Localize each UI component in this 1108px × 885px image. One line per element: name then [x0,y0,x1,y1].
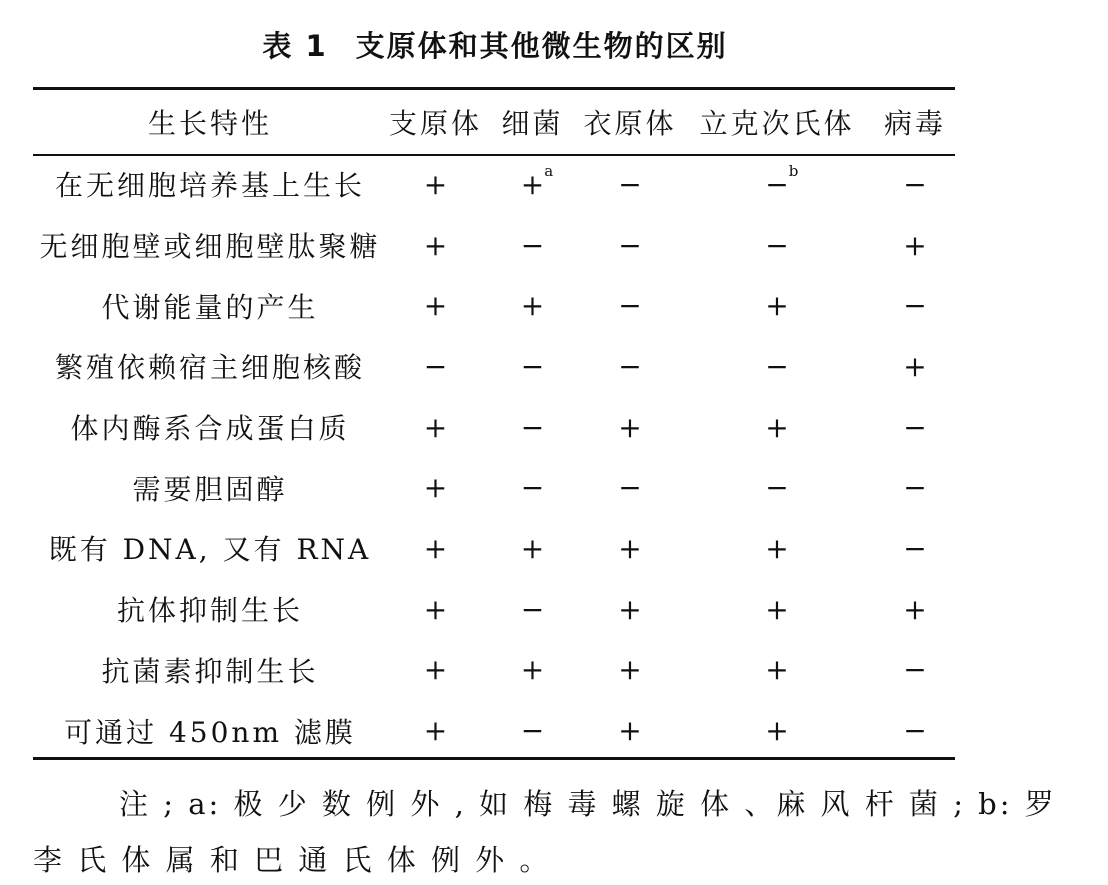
result-mark [903,471,926,504]
cell-virus [875,336,955,397]
result-value: − [618,349,642,383]
table-row [33,457,955,518]
cell-bacteria [484,275,581,336]
result-value: − [903,410,927,444]
row-feature-label: 抗体抑制生长 [116,594,303,628]
cell-bacteria [484,518,581,579]
result-mark [618,350,641,383]
cell-chlamydia [581,640,679,701]
result-value: − [520,471,545,505]
footnote-marker: b [788,161,799,180]
cell-rickettsia [679,579,875,640]
result-value: − [903,289,927,323]
cell-rickettsia [679,215,875,276]
table-row [33,518,955,579]
cell-mycoplasma [387,518,484,579]
cell-rickettsia [679,336,875,397]
column-header-rickettsia: 立克次氏体 [699,107,855,140]
cell-chlamydia [581,518,679,579]
result-mark [903,532,926,565]
result-mark [765,653,788,686]
result-value: − [765,349,789,383]
footnote-line-1: 注 ; a: 极 少 数 例 外 , 如 梅 毒 螺 旋 体 、麻 风 杆 菌 ; b: 罗 [119,787,1057,821]
row-feature-label: 繁殖依赖宿主细胞核酸 [54,351,365,385]
cell-bacteria [484,640,581,701]
cell-mycoplasma [387,336,484,397]
cell-rickettsia [679,640,875,701]
result-value: − [618,167,642,201]
result-value: + [903,228,927,262]
result-value: + [765,714,789,748]
cell-virus [875,397,955,458]
result-value: + [520,167,545,201]
result-mark [521,229,544,262]
result-value: − [903,471,927,505]
result-mark [903,411,926,444]
result-mark [424,714,447,747]
result-mark [521,532,544,565]
result-value: + [423,228,448,262]
result-mark [424,168,447,201]
result-mark [765,289,788,322]
cell-mycoplasma [387,640,484,701]
table-number: 表 1 [262,29,328,63]
result-mark [903,350,926,383]
result-value: − [520,592,545,626]
footnote-line-2: 李 氏 体 属 和 巴 通 氏 体 例 外 。 [33,843,552,877]
cell-chlamydia [581,579,679,640]
cell-bacteria [484,579,581,640]
cell-bacteria [484,215,581,276]
column-header-bacteria: 细菌 [501,107,564,140]
cell-bacteria [484,397,581,458]
table-row [33,275,955,336]
table-row [33,336,955,397]
result-value: + [520,653,545,687]
result-mark [521,593,544,626]
result-value: − [423,349,448,383]
result-value: + [618,592,642,626]
result-mark [903,714,926,747]
cell-virus [875,275,955,336]
result-value: − [765,228,789,262]
result-value: + [423,653,448,687]
result-value: + [903,592,927,626]
column-header-mycoplasma: 支原体 [388,107,482,140]
result-value: − [520,228,545,262]
row-feature-label: 可通过 450nm 滤膜 [64,715,356,749]
result-value: − [903,167,927,201]
table-body [33,154,955,761]
result-value: + [618,653,642,687]
result-mark [424,471,447,504]
result-value: + [765,410,789,444]
result-value: − [903,653,927,687]
result-value: + [618,531,642,565]
table-title: 支原体和其他微生物的区别 [355,29,728,63]
result-mark [618,471,641,504]
result-mark [424,289,447,322]
cell-bacteria [484,457,581,518]
result-value: + [423,167,448,201]
cell-chlamydia [581,336,679,397]
result-mark [618,593,641,626]
result-mark [521,714,544,747]
result-mark [903,229,926,262]
result-value: + [423,592,448,626]
row-feature-label: 既有 DNA, 又有 RNA [48,533,372,567]
result-mark [903,289,926,322]
row-feature-label: 在无细胞培养基上生长 [54,169,365,203]
cell-virus [875,579,955,640]
result-mark [424,532,447,565]
table-row [33,700,955,761]
result-value: − [520,410,545,444]
result-mark [765,161,799,201]
result-mark [424,411,447,444]
result-mark [521,653,544,686]
result-mark [765,350,788,383]
table-row [33,640,955,701]
cell-virus [875,700,955,761]
table-caption [0,24,990,65]
column-header-virus: 病毒 [883,107,946,140]
result-value: + [423,714,448,748]
footnote-marker: a [544,161,554,180]
result-mark [903,168,926,201]
table-row [33,215,955,276]
header-row [33,90,955,154]
cell-mycoplasma [387,700,484,761]
result-value: + [520,531,545,565]
cell-virus [875,457,955,518]
cell-virus [875,518,955,579]
result-mark [521,471,544,504]
row-feature-label: 需要胆固醇 [132,472,288,506]
result-mark [618,289,641,322]
result-value: − [903,714,927,748]
result-mark [765,532,788,565]
result-mark [618,229,641,262]
result-mark [618,532,641,565]
cell-mycoplasma [387,397,484,458]
column-header-chlamydia: 衣原体 [583,107,677,140]
result-value: − [520,349,545,383]
result-value: + [423,289,448,323]
cell-rickettsia [679,518,875,579]
result-mark [618,411,641,444]
result-value: − [765,167,789,201]
result-value: + [765,531,789,565]
result-mark [424,653,447,686]
result-mark [521,350,544,383]
cell-chlamydia [581,397,679,458]
result-value: + [618,714,642,748]
result-value: + [765,289,789,323]
cell-rickettsia [679,700,875,761]
column-header-feature: 生长特性 [147,107,272,140]
result-value: + [520,289,545,323]
cell-virus [875,215,955,276]
cell-virus [875,154,955,215]
result-mark [618,714,641,747]
result-value: − [903,531,927,565]
row-feature-label: 体内酶系合成蛋白质 [70,412,350,446]
result-mark [521,411,544,444]
result-value: + [765,592,789,626]
result-mark [618,168,641,201]
result-mark [521,289,544,322]
result-mark [765,714,788,747]
result-mark [903,653,926,686]
cell-rickettsia [679,154,875,215]
result-mark [424,593,447,626]
table-row [33,397,955,458]
row-feature-label: 抗菌素抑制生长 [101,654,319,688]
result-value: + [618,410,642,444]
cell-rickettsia [679,457,875,518]
cell-rickettsia [679,275,875,336]
cell-mycoplasma [387,154,484,215]
cell-chlamydia [581,215,679,276]
result-value: − [618,228,642,262]
result-mark [765,411,788,444]
result-value: − [618,471,642,505]
cell-mycoplasma [387,457,484,518]
cell-bacteria [484,154,581,215]
cell-chlamydia [581,700,679,761]
result-value: − [618,289,642,323]
result-mark [765,593,788,626]
cell-bacteria [484,336,581,397]
cell-bacteria [484,700,581,761]
result-value: + [423,410,448,444]
cell-chlamydia [581,154,679,215]
result-mark [424,350,447,383]
table-row [33,579,955,640]
row-feature-label: 无细胞壁或细胞壁肽聚糖 [39,230,381,264]
table-row [33,154,955,215]
result-value: + [423,531,448,565]
cell-chlamydia [581,457,679,518]
cell-mycoplasma [387,215,484,276]
result-value: + [423,471,448,505]
result-mark [424,229,447,262]
row-feature-label: 代谢能量的产生 [101,290,319,324]
cell-mycoplasma [387,579,484,640]
result-value: + [765,653,789,687]
result-value: + [903,349,927,383]
cell-chlamydia [581,275,679,336]
result-value: − [765,471,789,505]
comparison-table [33,90,955,761]
result-mark [765,471,788,504]
result-mark [520,161,554,201]
result-value: − [520,714,545,748]
result-mark [903,593,926,626]
result-mark [765,229,788,262]
cell-rickettsia [679,397,875,458]
cell-virus [875,640,955,701]
cell-mycoplasma [387,275,484,336]
result-mark [618,653,641,686]
